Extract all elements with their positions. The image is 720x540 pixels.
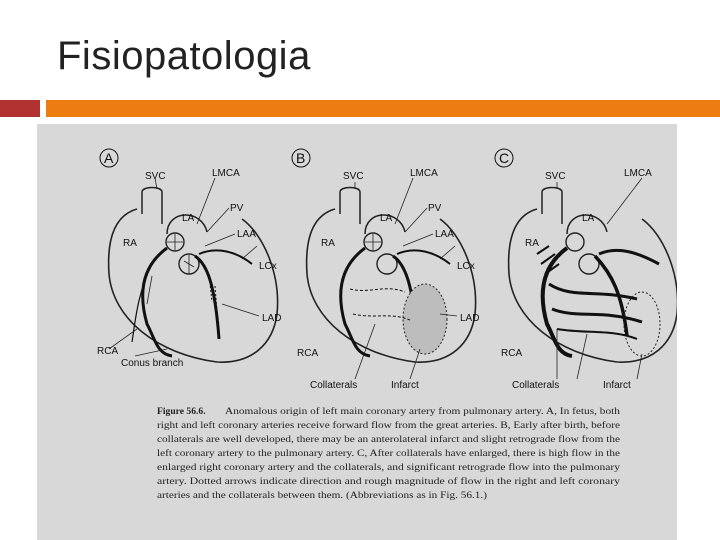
panel-b-lcx: LCx — [457, 261, 475, 272]
panel-a-svc: SVC — [145, 171, 166, 182]
panel-b-laa: LAA — [435, 229, 454, 240]
panel-c-letter: C — [499, 150, 510, 166]
panel-b-infarct: Infarct — [391, 380, 419, 391]
caption-line-6: artery. Dotted arrows indicate direction and rough magnitude of flow in the right and left coronary — [157, 476, 621, 487]
panel-a-lmca: LMCA — [212, 168, 240, 179]
caption-label: Figure 56.6. — [157, 406, 206, 417]
panel-c-svc: SVC — [545, 171, 566, 182]
panel-b-pv: PV — [428, 203, 442, 214]
figure-caption — [157, 406, 620, 501]
panel-c — [495, 149, 677, 391]
panel-b-la: LA — [380, 213, 393, 224]
slide-title: Fisiopatologia — [57, 34, 311, 78]
panel-c-rca: RCA — [501, 348, 523, 359]
panel-b-ra: RA — [321, 238, 335, 249]
panel-c-infarct: Infarct — [603, 380, 631, 391]
panel-a-letter: A — [104, 150, 114, 166]
panel-a-lad: LAD — [262, 313, 282, 324]
panel-a-conus-branch: Conus branch — [121, 358, 184, 369]
caption-line-1: Anomalous origin of left main coronary artery from pulmonary artery. A, In fetus, both — [225, 406, 621, 417]
panel-b-letter: B — [296, 150, 306, 166]
panel-a-ra: RA — [123, 238, 137, 249]
panel-b-lad: LAD — [460, 313, 480, 324]
panel-b-lmca: LMCA — [410, 168, 438, 179]
caption-line-2: right and left coronary arteries receive forward flow from the great arteries. B, Early after birth, before — [157, 420, 620, 431]
caption-line-3: collaterals are well developed, there may be an anterolateral infarct and slight retrograde flow from the — [157, 434, 620, 445]
title-accent-bar-orange — [46, 100, 720, 117]
panel-a — [97, 149, 281, 369]
panel-c-collaterals: Collaterals — [512, 380, 560, 391]
panel-a-la: LA — [182, 213, 195, 224]
panel-c-la: LA — [582, 213, 595, 224]
panel-b-svc: SVC — [343, 171, 364, 182]
panel-c-lmca: LMCA — [624, 168, 652, 179]
panel-b — [292, 149, 479, 391]
panel-b-rca: RCA — [297, 348, 319, 359]
panel-a-pv: PV — [230, 203, 244, 214]
caption-line-5: enlarged right coronary artery and the collaterals, and significant retrograde flow into the pulmonary — [157, 462, 621, 473]
panel-a-laa: LAA — [237, 229, 256, 240]
coronary-anatomy-figure — [37, 124, 677, 540]
caption-line-7: arteries and the collaterals between them. (Abbreviations as in Fig. 56.1.) — [157, 490, 487, 501]
panel-b-collaterals: Collaterals — [310, 380, 358, 391]
panel-a-rca: RCA — [97, 346, 119, 357]
caption-line-4: left coronary artery to the pulmonary artery. C, After collaterals have enlarged, there is high flow in the — [157, 448, 620, 459]
title-accent-bar-red — [0, 100, 40, 117]
panel-c-ra: RA — [525, 238, 539, 249]
panel-a-lcx: LCx — [259, 261, 277, 272]
